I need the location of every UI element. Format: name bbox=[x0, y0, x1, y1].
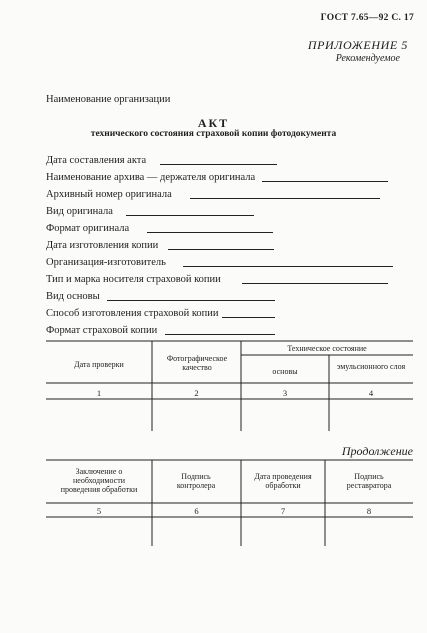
table1-column-number: 4 bbox=[368, 388, 374, 398]
field-base-type: Вид основы bbox=[46, 291, 100, 302]
field-original-type: Вид оригинала bbox=[46, 206, 113, 217]
field-copy-date: Дата изготовления копии bbox=[46, 240, 159, 251]
field-manufacturer: Организация-изготовитель bbox=[46, 257, 166, 268]
table1-column-number: 2 bbox=[194, 388, 199, 398]
table2-header-processing-date: Дата проведения обработки bbox=[254, 472, 312, 490]
table2-header-restorer-signature: Подпись реставратора bbox=[346, 472, 392, 490]
field-original-format: Формат оригинала bbox=[46, 223, 130, 234]
field-archive-number: Архивный номер оригинала bbox=[46, 189, 172, 200]
table1-column-number: 1 bbox=[96, 388, 102, 398]
field-production-method: Способ изготовления страховой копии bbox=[46, 308, 219, 319]
table2-column-number: 8 bbox=[366, 506, 372, 516]
page-header: ГОСТ 7.65—92 С. 17 bbox=[320, 13, 414, 23]
table1-column-number: 3 bbox=[282, 388, 288, 398]
act-title: АКТ bbox=[197, 116, 230, 130]
continuation-label: Продолжение bbox=[341, 444, 413, 458]
table1-header-base: основы bbox=[272, 367, 298, 376]
table2-column-number: 5 bbox=[96, 506, 102, 516]
organization-name-label: Наименование организации bbox=[46, 94, 171, 105]
table1-header-check-date: Дата проверки bbox=[74, 360, 124, 369]
table2-column-number: 7 bbox=[280, 506, 286, 516]
appendix-title: ПРИЛОЖЕНИЕ 5 bbox=[307, 38, 408, 52]
field-act-date: Дата составления акта bbox=[46, 155, 147, 166]
table1-header-tech-state: Техническое состояние bbox=[287, 344, 367, 353]
appendix-subtitle: Рекомендуемое bbox=[335, 53, 400, 64]
field-copy-format: Формат страховой копии bbox=[46, 325, 158, 336]
table2-column-number: 6 bbox=[194, 506, 199, 516]
table1-header-emulsion: эмульсионного слоя bbox=[336, 362, 406, 371]
table2-header-controller-signature: Подпись контролера bbox=[176, 472, 216, 490]
table1-header-photo-quality: Фотографическое качество bbox=[166, 354, 228, 372]
field-archive-name: Наименование архива — держателя оригинала bbox=[46, 172, 256, 183]
field-carrier-type: Тип и марка носителя страховой копии bbox=[46, 274, 221, 285]
table2-header-conclusion: Заключение о необходимости проведения обработки bbox=[60, 467, 138, 494]
act-subtitle: технического состояния страховой копии фотодокумента bbox=[90, 129, 337, 139]
